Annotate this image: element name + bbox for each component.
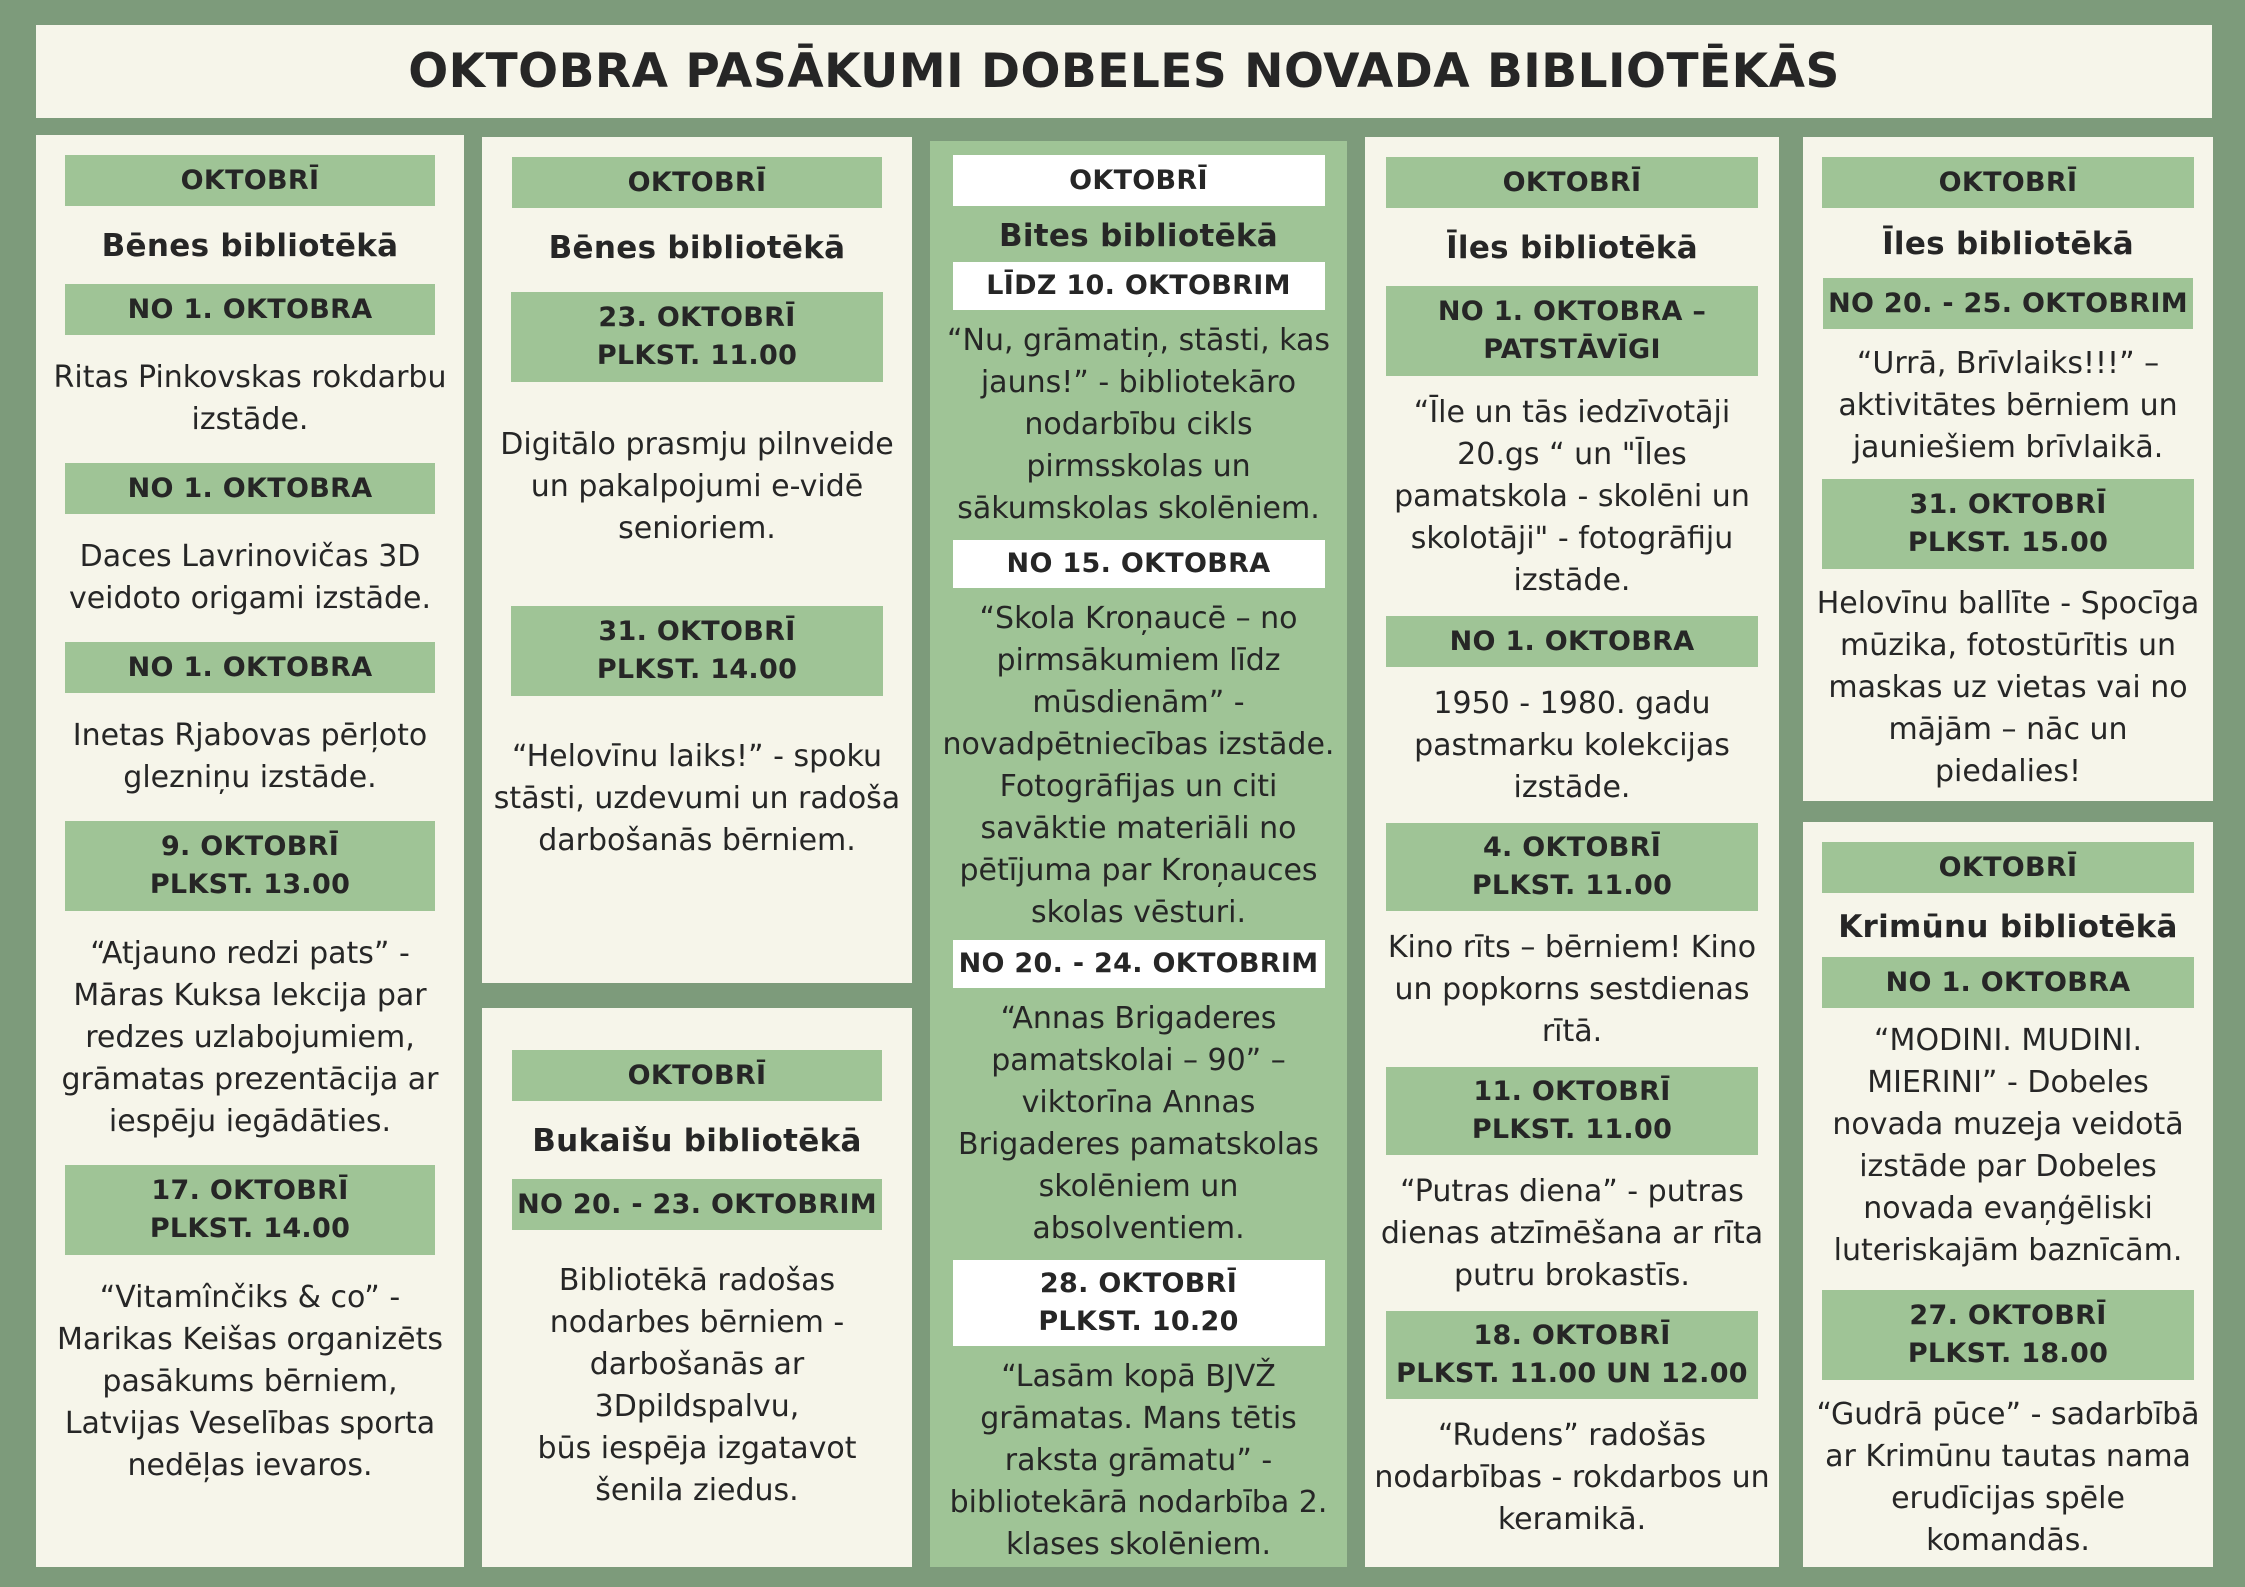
- event-date: NO 20. - 25. OKTOBRIM: [1823, 278, 2193, 329]
- event-date: NO 1. OKTOBRA: [1822, 957, 2194, 1008]
- event-date: LĪDZ 10. OKTOBRIM: [953, 262, 1325, 310]
- library-name: Bēnes bibliotēkā: [548, 230, 846, 266]
- month-bar: OKTOBRĪ: [1822, 157, 2194, 208]
- month-bar: OKTOBRĪ: [953, 155, 1325, 206]
- event-date: NO 1. OKTOBRA: [65, 642, 435, 693]
- event-description: “Helovīnu laiks!” - spoku stāsti, uzdevumi un radoša darbošanās bērniem.: [493, 739, 901, 858]
- event-date: 27. OKTOBRĪ PLKST. 18.00: [1822, 1290, 2194, 1380]
- panel-iles-2: [1803, 137, 2213, 801]
- month-bar: OKTOBRĪ: [512, 157, 882, 208]
- event-description: “MODINI. MUDINI. MIERINI” - Dobeles novada muzeja veidotā izstāde par Dobeles novada evaņģēliski luteriskajām baznīcām.: [1832, 1023, 2184, 1268]
- event-description: “Atjauno redzi pats” - Māras Kuksa lekcija par redzes uzlabojumiem, grāmatas prezentācija ar iespēju iegādāties.: [61, 936, 439, 1139]
- event-description: “Urrā, Brīvlaiks!!!” – aktivitātes bērniem un jauniešiem brīvlaikā.: [1838, 346, 2178, 465]
- panel-bukaisu: [482, 1008, 912, 1567]
- event-date: 31. OKTOBRĪ PLKST. 15.00: [1822, 479, 2194, 569]
- event-description: Daces Lavrinovičas 3D veidoto origami izstāde.: [68, 539, 432, 616]
- event-date: NO 1. OKTOBRA: [65, 463, 435, 514]
- panel-krimunu: [1803, 822, 2213, 1567]
- month-bar: OKTOBRĪ: [1386, 157, 1758, 208]
- event-description: “Putras diena” - putras dienas atzīmēšana ar rīta putru brokastīs.: [1380, 1174, 1764, 1293]
- event-date: 18. OKTOBRĪ PLKST. 11.00 UN 12.00: [1386, 1311, 1758, 1399]
- event-description: “Gudrā pūce” - sadarbībā ar Krimūnu tautas nama erudīcijas spēle komandās.: [1816, 1397, 2200, 1558]
- event-date: 17. OKTOBRĪ PLKST. 14.00: [65, 1165, 435, 1255]
- event-description: “Skola Kroņaucē – no pirmsākumiem līdz mūsdienām” - novadpētniecības izstāde. Fotogrāfijas un citi savāktie materiāli no pētījuma par Kroņauces skolas vēsturi.: [942, 601, 1335, 930]
- event-date: 4. OKTOBRĪ PLKST. 11.00: [1386, 823, 1758, 911]
- event-date: NO 1. OKTOBRA – PATSTĀVĪGI: [1386, 286, 1758, 376]
- event-description: Bibliotēkā radošas nodarbes bērniem - darbošanās ar 3Dpildspalvu, būs iespēja izgatavot šenila ziedus.: [537, 1263, 857, 1508]
- library-name: Krimūnu bibliotēkā: [1838, 909, 2178, 945]
- event-date: NO 1. OKTOBRA: [1386, 616, 1758, 667]
- event-date: 9. OKTOBRĪ PLKST. 13.00: [65, 821, 435, 911]
- event-description: “Īle un tās iedzīvotāji 20.gs “ un "Īles pamatskola - skolēni un skolotāji" - fotogrāfiju izstāde.: [1394, 395, 1750, 598]
- event-description: “Annas Brigaderes pamatskolai – 90” – viktorīna Annas Brigaderes pamatskolas skolēniem un absolventiem.: [958, 1001, 1319, 1246]
- event-date: 11. OKTOBRĪ PLKST. 11.00: [1386, 1067, 1758, 1155]
- event-date: 28. OKTOBRĪ PLKST. 10.20: [953, 1260, 1325, 1346]
- event-description: “Vitamînčiks & co” - Marikas Keišas organizēts pasākums bērniem, Latvijas Veselības sporta nedēļas ievaros.: [56, 1280, 443, 1483]
- event-date: NO 20. - 23. OKTOBRIM: [512, 1179, 882, 1230]
- event-description: Ritas Pinkovskas rokdarbu izstāde.: [53, 360, 447, 437]
- event-description: “Nu, grāmatiņ, stāsti, kas jauns!” - bibliotekāro nodarbību cikls pirmsskolas un sākumskolas skolēniem.: [946, 323, 1331, 526]
- library-name: Īles bibliotēkā: [1882, 226, 2134, 262]
- panel-iles-1: [1365, 137, 1779, 1567]
- event-date: NO 1. OKTOBRA: [65, 284, 435, 335]
- library-name: Bites bibliotēkā: [998, 218, 1279, 254]
- page-title: OKTOBRA PASĀKUMI DOBELES NOVADA BIBLIOTĒKĀS: [36, 25, 2212, 118]
- event-date: NO 20. - 24. OKTOBRIM: [953, 940, 1325, 988]
- event-date: 23. OKTOBRĪ PLKST. 11.00: [511, 292, 883, 382]
- event-description: “Lasām kopā BJVŽ grāmatas. Mans tētis raksta grāmatu” - bibliotekārā nodarbība 2. klases skolēniem.: [949, 1359, 1328, 1562]
- month-bar: OKTOBRĪ: [65, 155, 435, 206]
- month-bar: OKTOBRĪ: [1822, 842, 2194, 893]
- panel-benes-2: [482, 137, 912, 983]
- library-name: Bēnes bibliotēkā: [101, 228, 399, 264]
- library-name: Bukaišu bibliotēkā: [532, 1123, 862, 1159]
- event-date: NO 15. OKTOBRA: [953, 540, 1325, 588]
- event-description: Helovīnu ballīte - Spocīga mūzika, fotostūrītis un maskas uz vietas vai no mājām – nāc un piedalies!: [1816, 586, 2200, 789]
- month-bar: OKTOBRĪ: [512, 1050, 882, 1101]
- panel-bites: [930, 141, 1347, 1567]
- library-name: Īles bibliotēkā: [1446, 230, 1698, 266]
- event-description: Inetas Rjabovas pērļoto glezniņu izstāde.: [72, 718, 428, 795]
- event-description: 1950 - 1980. gadu pastmarku kolekcijas izstāde.: [1414, 686, 1730, 805]
- event-description: Digitālo prasmju pilnveide un pakalpojumi e-vidē senioriem.: [500, 427, 894, 546]
- event-description: “Rudens” radošās nodarbības - rokdarbos un keramikā.: [1374, 1418, 1770, 1537]
- event-date: 31. OKTOBRĪ PLKST. 14.00: [511, 606, 883, 696]
- event-description: Kino rīts – bērniem! Kino un popkorns sestdienas rītā.: [1387, 930, 1757, 1049]
- panel-benes-1: [36, 135, 464, 1567]
